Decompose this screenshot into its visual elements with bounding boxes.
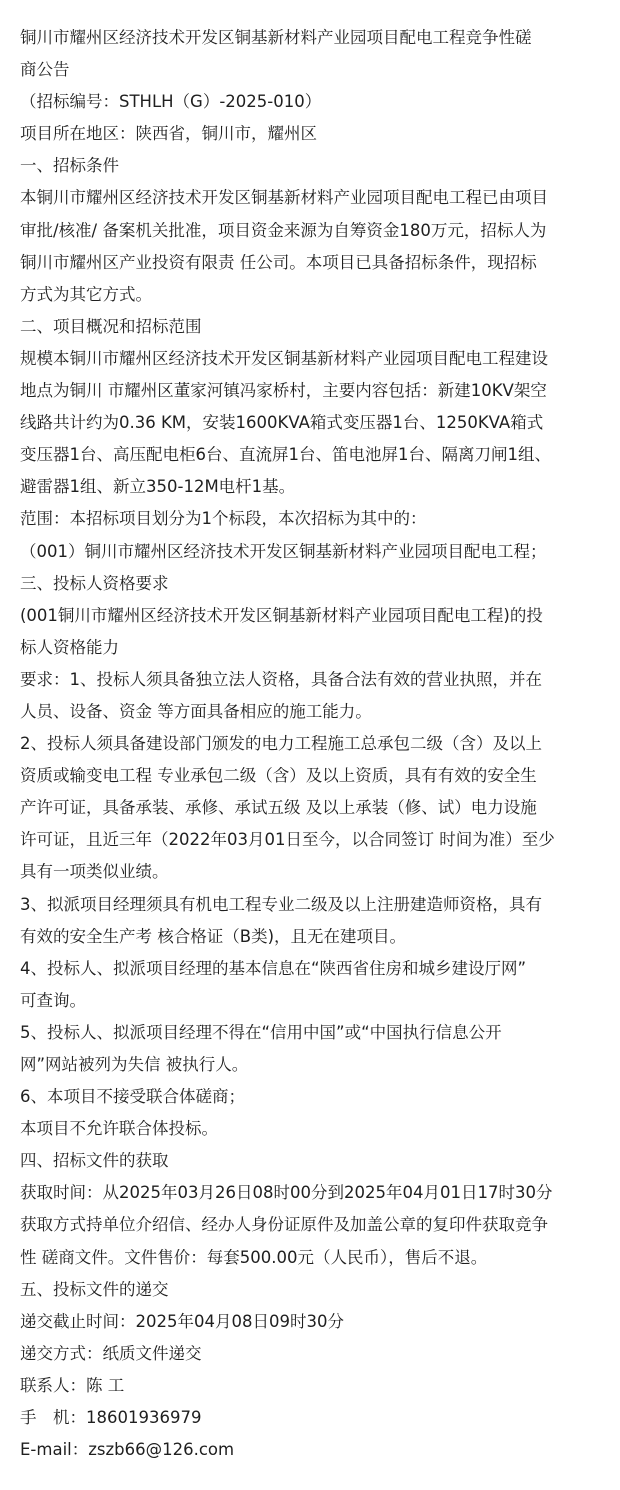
paragraph-line: 规模本铜川市耀州区经济技术开发区铜基新材料产业园项目配电工程建设 xyxy=(20,348,548,368)
submission-deadline: 递交截止时间：2025年04月08日09时30分 xyxy=(20,1311,344,1331)
scope-line: 范围：本招标项目划分为1个标段，本次招标为其中的： xyxy=(20,509,427,529)
requirement-line: 5、投标人、拟派项目经理不得在“信用中国”或“中国执行信息公开 xyxy=(20,1022,502,1042)
section-heading-3: 三、投标人资格要求 xyxy=(20,573,169,593)
acquisition-method: 性 磋商文件。文件售价：每套500.00元（人民币），售后不退。 xyxy=(20,1247,488,1267)
section-heading-5: 五、投标文件的递交 xyxy=(20,1279,169,1299)
paragraph-line: 铜川市耀州区产业投资有限责 任公司。本项目已具备招标条件，现招标 xyxy=(20,252,537,272)
requirement-line: 4、投标人、拟派项目经理的基本信息在“陕西省住房和城乡建设厅网” xyxy=(20,958,527,978)
requirement-line: 6、本项目不接受联合体磋商； xyxy=(20,1087,245,1107)
contact-person: 联系人：陈 工 xyxy=(20,1375,125,1395)
paragraph-line: 标人资格能力 xyxy=(20,637,119,657)
requirement-line: 产许可证，具备承装、承修、承试五级 及以上承装（修、试）电力设施 xyxy=(20,798,537,818)
section-heading-2: 二、项目概况和招标范围 xyxy=(20,316,202,336)
bid-number: （招标编号：STHLH（G）-2025-010） xyxy=(20,92,322,112)
requirement-line: 要求：1、投标人须具备独立法人资格，具备合法有效的营业执照，并在 xyxy=(20,669,542,689)
paragraph-line: (001铜川市耀州区经济技术开发区铜基新材料产业园项目配电工程)的投 xyxy=(20,605,543,625)
acquisition-time: 获取时间：从2025年03月26日08时00分到2025年04月01日17时30分 xyxy=(20,1183,553,1203)
paragraph-line: 变压器1台、高压配电柜6台、直流屏1台、笛电池屏1台、隔离刀闸1组、 xyxy=(20,445,551,465)
submission-method: 递交方式：纸质文件递交 xyxy=(20,1343,202,1363)
section-heading-4: 四、招标文件的获取 xyxy=(20,1151,169,1171)
paragraph-line: 线路共计约为0.36 KM，安装1600KVA箱式变压器1台、1250KVA箱式 xyxy=(20,413,544,433)
requirement-line: 本项目不允许联合体投标。 xyxy=(20,1119,218,1139)
requirement-line: 许可证，且近三年（2022年03月01日至今，以合同签订 时间为准）至少 xyxy=(20,830,555,850)
paragraph-line: 地点为铜川 市耀州区董家河镇冯家桥村，主要内容包括：新建10KV架空 xyxy=(20,381,547,401)
requirement-line: 2、投标人须具备建设部门颁发的电力工程施工总承包二级（含）及以上 xyxy=(20,734,542,754)
paragraph-line: 审批/核准/ 备案机关批准，项目资金来源为自筹资金180万元，招标人为 xyxy=(20,220,547,240)
section-heading-1: 一、招标条件 xyxy=(20,156,119,176)
contact-phone: 手 机：18601936979 xyxy=(20,1408,202,1428)
paragraph-line: 避雷器1组、新立350-12M电杆1基。 xyxy=(20,477,296,497)
requirement-line: 具有一项类似业绩。 xyxy=(20,862,169,882)
requirement-line: 有效的安全生产考 核合格证（B类)，且无在建项目。 xyxy=(20,926,407,946)
lot-line: （001）铜川市耀州区经济技术开发区铜基新材料产业园项目配电工程； xyxy=(20,541,547,561)
contact-email: E-mail：zszb66@126.com xyxy=(20,1440,235,1460)
title-line-2: 商公告 xyxy=(20,60,70,80)
paragraph-line: 本铜川市耀州区经济技术开发区铜基新材料产业园项目配电工程已由项目 xyxy=(20,188,548,208)
requirement-line: 可查询。 xyxy=(20,990,86,1010)
paragraph-line: 方式为其它方式。 xyxy=(20,284,152,304)
title-line-1: 铜川市耀州区经济技术开发区铜基新材料产业园项目配电工程竞争性磋 xyxy=(20,28,532,47)
requirement-line: 人员、设备、资金 等方面具备相应的施工能力。 xyxy=(20,701,372,721)
project-location: 项目所在地区：陕西省，铜川市，耀州区 xyxy=(20,124,317,144)
acquisition-method: 获取方式持单位介绍信、经办人身份证原件及加盖公章的复印件获取竞争 xyxy=(20,1215,548,1235)
requirement-line: 网”网站被列为失信 被执行人。 xyxy=(20,1055,249,1074)
requirement-line: 3、拟派项目经理须具有机电工程专业二级及以上注册建造师资格，具有 xyxy=(20,894,542,914)
requirement-line: 资质或输变电工程 专业承包二级（含）及以上资质，具有有效的安全生 xyxy=(20,766,537,786)
